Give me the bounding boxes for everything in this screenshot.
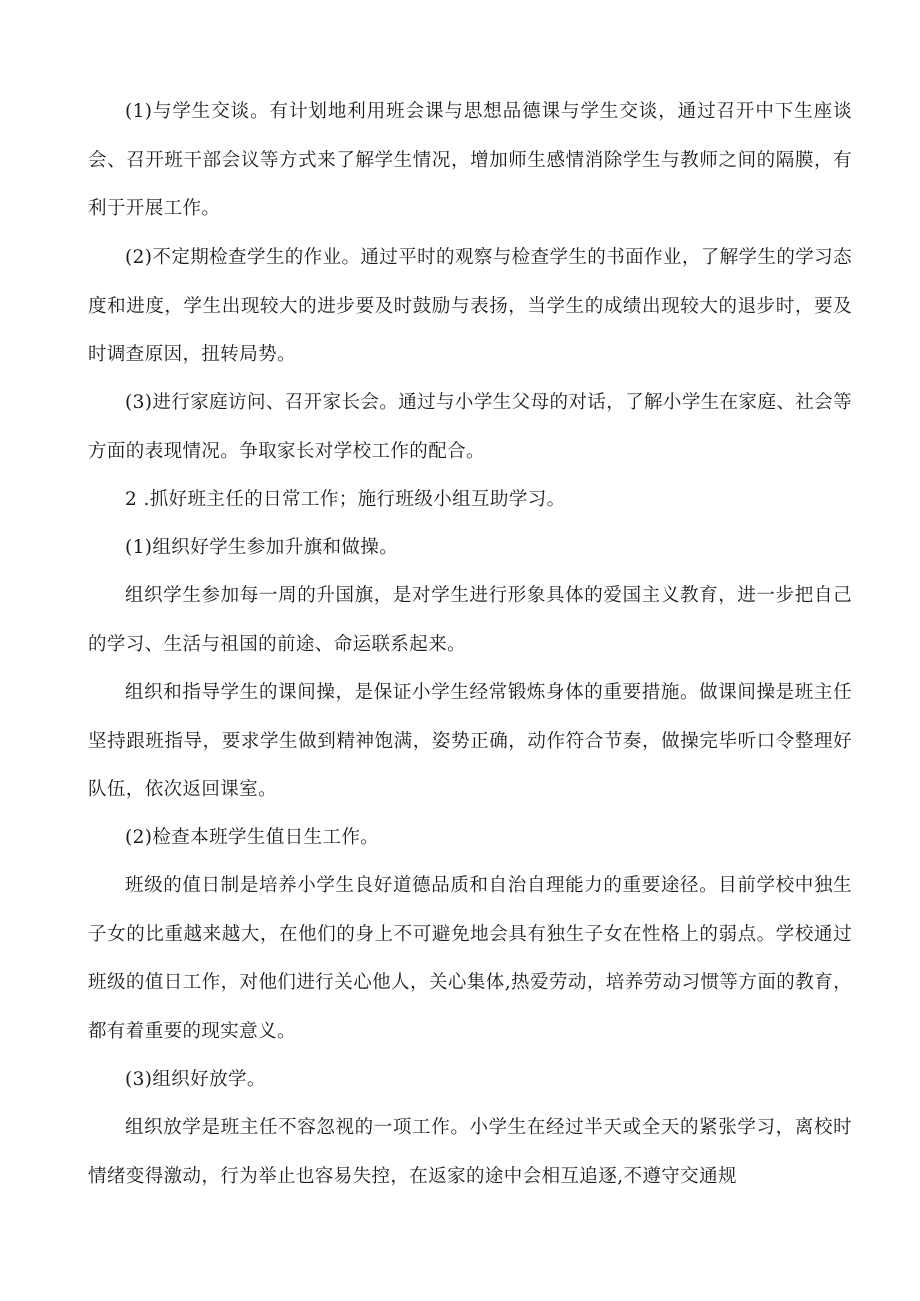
paragraph-home-visits: (3)进行家庭访问、召开家长会。通过与小学生父母的对话，了解小学生在家庭、社会等方面的表现情况。争取家长对学校工作的配合。: [88, 392, 852, 462]
paragraph-flag-raising: 组织学生参加每一周的升国旗，是对学生进行形象具体的爱国主义教育，进一步把自己的学习、生活与祖国的前途、命运联系起来。: [88, 585, 852, 655]
paragraph-dismissal: 组织放学是班主任不容忽视的一项工作。小学生在经过半天或全天的紧张学习，离校时情绪变得激动，行为举止也容易失控，在返家的途中会相互追逐,不遵守交通规: [88, 1117, 852, 1187]
paragraph-exercise: 组织和指导学生的课间操，是保证小学生经常锻炼身体的重要措施。做课间操是班主任坚持跟班指导，要求学生做到精神饱满，姿势正确，动作符合节奏，做操完毕听口令整理好队伍，依次返回课室。: [88, 682, 852, 800]
paragraph-check-homework: (2)不定期检查学生的作业。通过平时的观察与检查学生的书面作业，了解学生的学习态度和进度，学生出现较大的进步要及时鼓励与表扬，当学生的成绩出现较大的退步时，要及时调查原因，扭转局势。: [88, 247, 852, 365]
subheading-flag-raising: (1)组织好学生参加升旗和做操。: [125, 537, 399, 558]
subheading-dismissal: (3)组织好放学。: [125, 1069, 266, 1090]
subheading-duty-check: (2)检查本班学生值日生工作。: [125, 827, 380, 848]
paragraph-duty-system: 班级的值日制是培养小学生良好道德品质和自治自理能力的重要途径。目前学校中独生子女的比重越来越大，在他们的身上不可避免地会具有独生子女在性格上的弱点。学校通过班级的值日工作，对他们进行关心他人，关心集体,热爱劳动，培养劳动习惯等方面的教育，都有着重要的现实意义。: [88, 875, 852, 1042]
section-heading-daily-work: 2 .抓好班主任的日常工作；施行班级小组互助学习。: [125, 489, 566, 510]
paragraph-talk-with-students: (1)与学生交谈。有计划地利用班会课与思想品德课与学生交谈，通过召开中下生座谈会、召开班干部会议等方式来了解学生情况，增加师生感情消除学生与教师之间的隔膜，有利于开展工作。: [88, 101, 852, 219]
